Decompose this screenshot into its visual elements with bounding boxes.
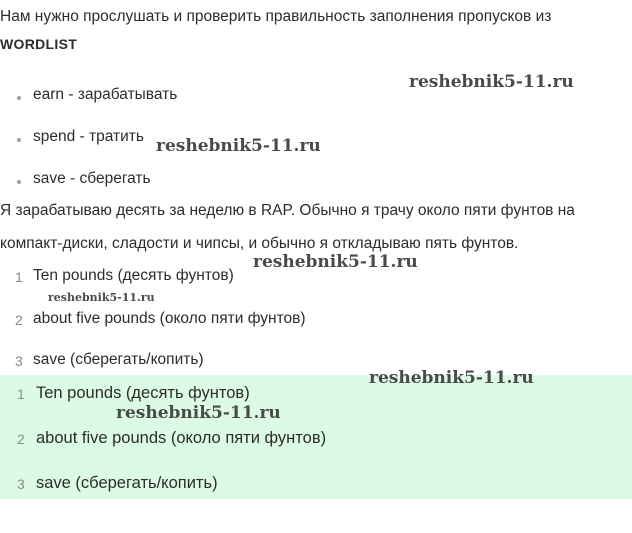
list-number: 3 [15,353,23,369]
wordlist-item-text: spend - тратить [33,128,144,145]
intro-line-1: Нам нужно прослушать и проверить правильность заполнения пропусков из [0,8,552,25]
list-number: 3 [17,476,25,492]
watermark: reshebnik5-11.ru [156,136,321,156]
watermark: reshebnik5-11.ru [48,291,155,304]
list-item-text: save (сберегать/копить) [33,351,204,368]
intro-wordlist-label: WORDLIST [0,36,78,52]
watermark: reshebnik5-11.ru [253,252,418,272]
list-item-text: about five pounds (около пяти фунтов) [33,310,306,327]
list-number: 2 [17,431,25,447]
paragraph-line-2: компакт-диски, сладости и чипсы, и обычно я откладываю пять фунтов. [0,235,519,252]
list-number: 1 [17,386,25,402]
list-item-text: save (сберегать/копить) [36,474,218,492]
watermark: reshebnik5-11.ru [409,72,574,92]
wordlist-item-text: save - сберегать [33,170,151,187]
watermark: reshebnik5-11.ru [369,368,534,388]
wordlist-item-text: earn - зарабатывать [33,86,178,103]
list-item-text: Ten pounds (десять фунтов) [33,267,234,284]
bullet-icon [17,138,21,142]
list-item-text: about five pounds (около пяти фунтов) [36,429,327,447]
bullet-icon [17,96,21,100]
list-item-text: Ten pounds (десять фунтов) [36,384,250,402]
list-number: 1 [15,269,23,285]
watermark: reshebnik5-11.ru [116,403,281,423]
paragraph-line-1: Я зарабатываю десять за неделю в RAP. Обычно я трачу около пяти фунтов на [0,202,575,219]
bullet-icon [17,180,21,184]
list-number: 2 [15,312,23,328]
